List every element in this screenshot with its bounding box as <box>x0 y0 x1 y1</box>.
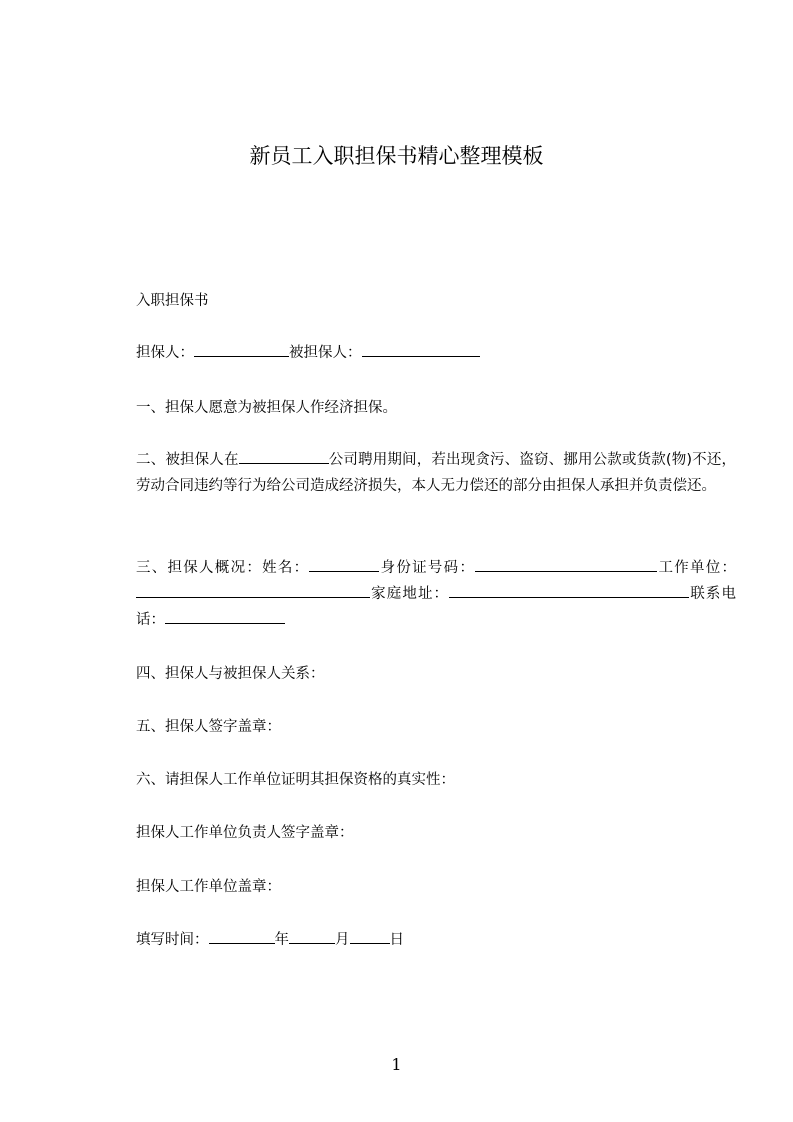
section-2-prefix: 二、被担保人在 <box>136 452 239 468</box>
year-label: 年 <box>274 932 289 948</box>
section-2-text: 公司聘用期间，若出现贪污、盗窃、挪用公款或货款(物)不还，劳动合同违约等行为给公司造成经济损失，本人无力偿还的部分由担保人承担并负责偿还。 <box>136 452 737 494</box>
guaranteed-label: 被担保人： <box>289 345 362 361</box>
address-label: 家庭地址： <box>370 586 450 602</box>
day-label: 日 <box>389 932 404 948</box>
fill-date-line <box>103 927 736 953</box>
heading-guarantee-letter: 入职担保书 <box>136 293 209 309</box>
year-blank <box>209 929 275 944</box>
guarantor-blank <box>194 342 289 357</box>
company-blank <box>239 449 329 464</box>
document-title: 新员工入职担保书精心整理模板 <box>249 144 544 168</box>
unit-head-signature: 担保人工作单位负责人签字盖章： <box>136 825 354 841</box>
name-label: 三、担保人概况：姓名： <box>136 560 310 576</box>
phone-label: 联系电话： <box>136 586 737 628</box>
address-blank <box>449 583 689 598</box>
section-6: 六、请担保人工作单位证明其担保资格的真实性： <box>136 772 455 788</box>
work-unit-blank <box>136 583 370 598</box>
section-2 <box>103 447 736 499</box>
phone-blank <box>165 609 285 624</box>
work-unit-label: 工作单位： <box>657 560 737 576</box>
month-blank <box>289 929 335 944</box>
section-4: 四、担保人与被担保人关系： <box>136 666 325 682</box>
guaranteed-blank <box>362 342 480 357</box>
section-3 <box>103 555 736 633</box>
id-number-blank <box>475 557 657 572</box>
name-blank <box>309 557 379 572</box>
guarantor-label: 担保人： <box>136 345 194 361</box>
section-5: 五、担保人签字盖章： <box>136 719 281 735</box>
month-label: 月 <box>335 932 350 948</box>
day-blank <box>350 929 390 944</box>
parties-line <box>103 340 736 366</box>
section-1: 一、担保人愿意为被担保人作经济担保。 <box>136 400 397 416</box>
page-number: 1 <box>391 1055 402 1074</box>
id-label: 身份证号码： <box>379 560 476 576</box>
unit-seal: 担保人工作单位盖章： <box>136 879 281 895</box>
date-label: 填写时间： <box>136 932 209 948</box>
